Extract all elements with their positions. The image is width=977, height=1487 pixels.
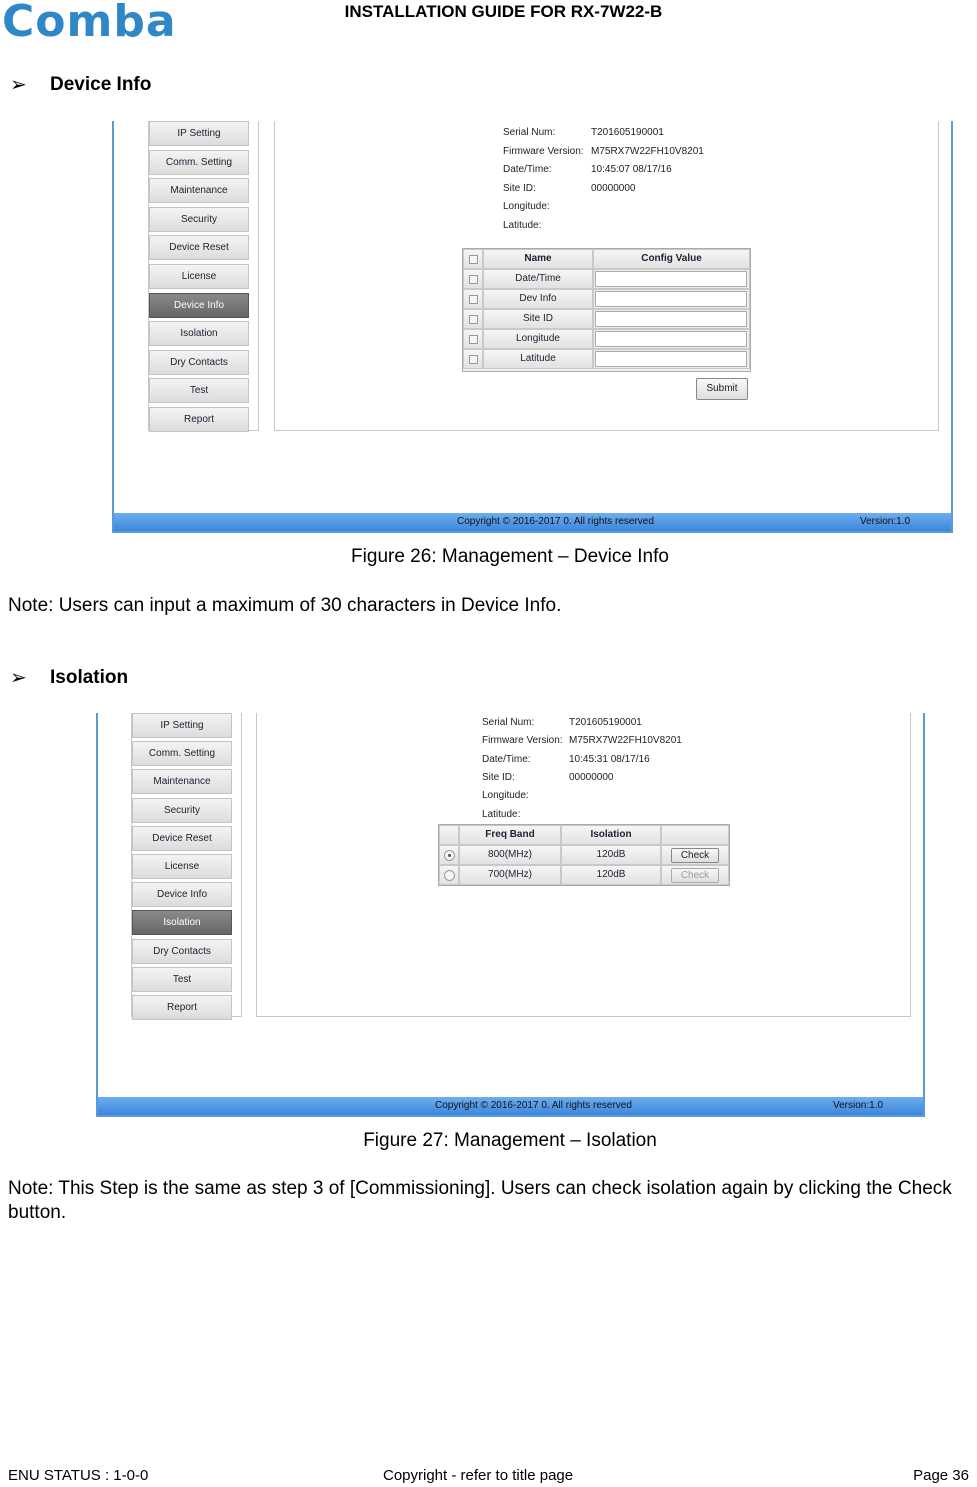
footer-status: ENU STATUS : 1-0-0: [8, 1467, 149, 1484]
note-isolation: Note: This Step is the same as step 3 of [Commissioning]. Users can check isolation again by clicking the Check button.: [8, 1178, 952, 1223]
footer-page-number: Page 36: [913, 1467, 969, 1484]
info-label: Longitude:: [482, 790, 529, 802]
status-bar: [98, 1097, 923, 1115]
row-name: Latitude: [483, 349, 593, 369]
menu-item-ip-setting[interactable]: IP Setting: [149, 121, 249, 146]
heading-text: Isolation: [50, 666, 129, 688]
menu-item-device-reset[interactable]: Device Reset: [132, 826, 232, 851]
row-checkbox[interactable]: [469, 315, 478, 324]
menu-item-device-reset[interactable]: Device Reset: [149, 235, 249, 260]
side-menu: [131, 713, 242, 1017]
info-label: Serial Num:: [482, 717, 535, 728]
menu-item-device-info[interactable]: Device Info: [132, 882, 232, 907]
row-name: Dev Info: [483, 289, 593, 309]
config-value-input[interactable]: [595, 291, 747, 307]
menu-item-isolation[interactable]: Isolation: [132, 910, 232, 935]
document-title: INSTALLATION GUIDE FOR RX-7W22-B: [344, 2, 663, 21]
header-radio-cell: [439, 825, 459, 845]
row-isolation: 120dB: [561, 865, 661, 885]
info-value: 00000000: [569, 771, 614, 783]
menu-item-comm-setting[interactable]: Comm. Setting: [132, 741, 232, 766]
check-button[interactable]: Check: [671, 848, 719, 863]
row-name: Longitude: [483, 329, 593, 349]
menu-item-maintenance[interactable]: Maintenance: [132, 769, 232, 794]
menu-item-security[interactable]: Security: [149, 207, 249, 232]
content-panel: [274, 121, 939, 431]
submit-button[interactable]: Submit: [696, 378, 748, 400]
info-value: 00000000: [591, 182, 636, 194]
info-label: Site ID:: [503, 182, 536, 194]
info-label: Site ID:: [482, 771, 515, 783]
config-table: [462, 248, 751, 372]
isolation-screenshot: [96, 713, 925, 1117]
footer-copyright: Copyright - refer to title page: [383, 1467, 574, 1484]
menu-item-device-info[interactable]: Device Info: [149, 293, 249, 318]
row-freq-band: 700(MHz): [459, 865, 561, 885]
figure-caption-27: Figure 27: Management – Isolation: [363, 1130, 657, 1151]
info-value: T201605190001: [569, 717, 642, 728]
comba-logo: Comba: [2, 0, 177, 47]
config-value-input[interactable]: [595, 311, 747, 327]
band-radio[interactable]: [444, 870, 455, 881]
config-value-input[interactable]: [595, 271, 747, 287]
menu-item-test[interactable]: Test: [132, 967, 232, 992]
band-radio[interactable]: [444, 850, 455, 861]
version-text: Version:1.0: [860, 516, 911, 527]
row-name: Date/Time: [483, 269, 593, 289]
status-bar: [114, 513, 951, 531]
info-value: M75RX7W22FH10V8201: [569, 735, 682, 747]
info-value: M75RX7W22FH10V8201: [591, 145, 704, 157]
info-value: 10:45:31 08/17/16: [569, 753, 650, 765]
side-menu: [148, 121, 259, 431]
info-value: T201605190001: [591, 127, 664, 138]
device-info-list: [482, 717, 742, 827]
column-header-config-value: Config Value: [593, 249, 750, 269]
row-freq-band: 800(MHz): [459, 845, 561, 865]
menu-item-test[interactable]: Test: [149, 378, 249, 403]
note-device-info: Note: Users can input a maximum of 30 characters in Device Info.: [8, 595, 562, 616]
select-all-checkbox[interactable]: [469, 255, 478, 264]
device-info-list: [503, 127, 763, 242]
info-label: Latitude:: [482, 808, 521, 820]
arrow-bullet-icon: ➢: [10, 667, 27, 689]
menu-item-ip-setting[interactable]: IP Setting: [132, 713, 232, 738]
figure-caption-26: Figure 26: Management – Device Info: [351, 546, 669, 567]
info-label: Firmware Version:: [482, 735, 563, 747]
menu-item-maintenance[interactable]: Maintenance: [149, 178, 249, 203]
menu-item-security[interactable]: Security: [132, 798, 232, 823]
column-header-freq-band: Freq Band: [459, 825, 561, 845]
info-label: Date/Time:: [503, 164, 552, 176]
menu-item-report[interactable]: Report: [132, 995, 232, 1020]
section-heading-isolation: [10, 665, 128, 690]
menu-item-dry-contacts[interactable]: Dry Contacts: [132, 939, 232, 964]
isolation-table: [438, 824, 730, 886]
menu-item-license[interactable]: License: [149, 264, 249, 289]
info-label: Longitude:: [503, 201, 550, 213]
menu-item-comm-setting[interactable]: Comm. Setting: [149, 150, 249, 175]
version-text: Version:1.0: [833, 1100, 884, 1111]
device-info-screenshot: [112, 121, 953, 533]
config-value-input[interactable]: [595, 331, 747, 347]
info-label: Firmware Version:: [503, 145, 584, 157]
arrow-bullet-icon: ➢: [10, 74, 27, 96]
check-button[interactable]: Check: [671, 868, 719, 883]
menu-item-isolation[interactable]: Isolation: [149, 321, 249, 346]
menu-item-report[interactable]: Report: [149, 407, 249, 432]
content-panel: [256, 713, 911, 1017]
copyright-text: Copyright © 2016-2017 0. All rights reserved: [435, 1100, 632, 1111]
column-header-action: [661, 825, 729, 845]
row-checkbox[interactable]: [469, 295, 478, 304]
info-value: 10:45:07 08/17/16: [591, 164, 672, 176]
copyright-text: Copyright © 2016-2017 0. All rights reserved: [457, 516, 654, 527]
column-header-name: Name: [483, 249, 593, 269]
row-checkbox[interactable]: [469, 275, 478, 284]
info-label: Serial Num:: [503, 127, 556, 138]
info-label: Latitude:: [503, 220, 542, 231]
row-checkbox[interactable]: [469, 355, 478, 364]
row-isolation: 120dB: [561, 845, 661, 865]
info-label: Date/Time:: [482, 753, 531, 765]
row-name: Site ID: [483, 309, 593, 329]
section-heading-device-info: [10, 72, 151, 97]
column-header-isolation: Isolation: [561, 825, 661, 845]
heading-text: Device Info: [50, 73, 152, 95]
config-value-input[interactable]: [595, 351, 747, 367]
menu-item-license[interactable]: License: [132, 854, 232, 879]
row-checkbox[interactable]: [469, 335, 478, 344]
menu-item-dry-contacts[interactable]: Dry Contacts: [149, 350, 249, 375]
